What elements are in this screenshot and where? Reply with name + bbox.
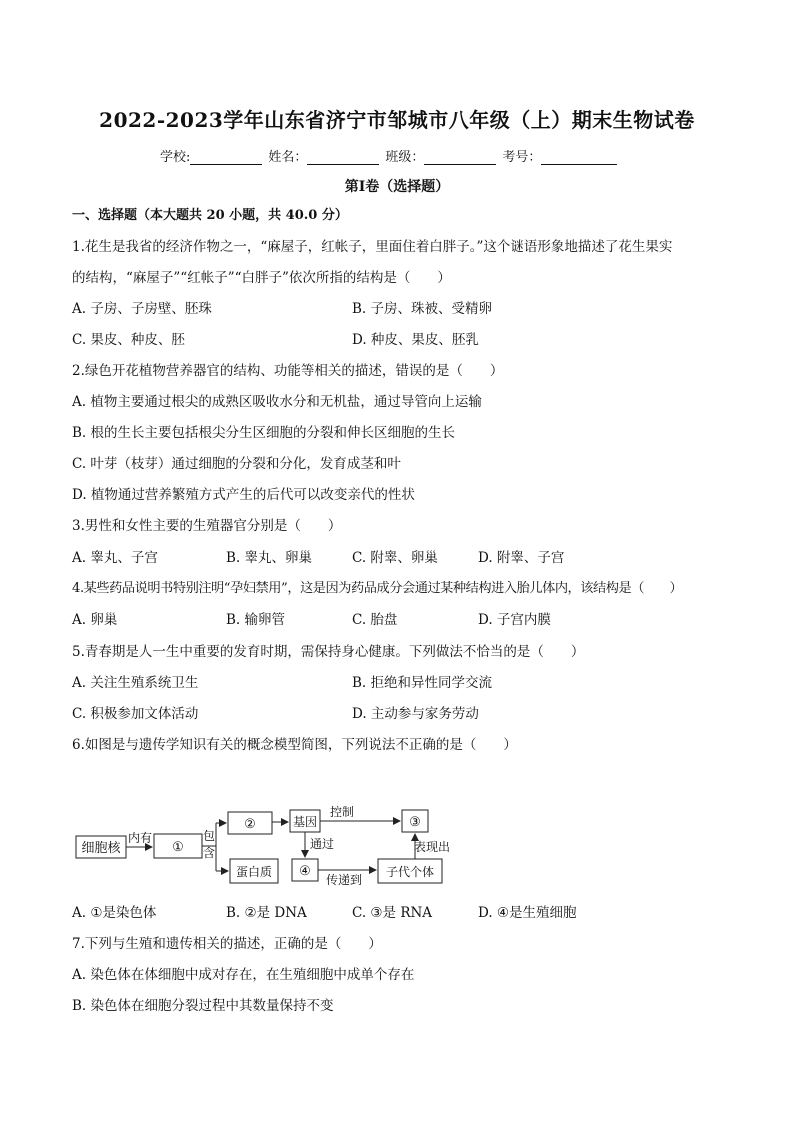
gene-label: 基因 [292, 815, 318, 829]
q5-option-d[interactable]: D. 主动参与家务劳动 [352, 706, 479, 722]
contains1-label: 内有 [128, 831, 153, 845]
q1-option-d[interactable]: D. 种皮、果皮、胚乳 [352, 332, 479, 348]
q2-option-a[interactable]: A. 植物主要通过根尖的成熟区吸收水分和无机盐，通过导管向上运输 [72, 394, 482, 410]
q4-option-d[interactable]: D. 子宫内膜 [478, 612, 551, 628]
q6-option-d[interactable]: D. ④是生殖细胞 [478, 905, 577, 921]
nucleus-label: 细胞核 [81, 841, 121, 856]
class-label: 班级： [385, 150, 425, 165]
contains2-second: 含 [203, 846, 216, 860]
q2-stem: 2.绿色开花植物营养器官的结构、功能等相关的描述，错误的是（ ） [72, 363, 504, 379]
q1-stem-line1: 1.花生是我省的经济作物之一，“麻屋子，红帐子，里面住着白胖子。”这个谜语形象地描述了花生果实 [72, 239, 673, 255]
q6-option-c[interactable]: C. ③是 RNA [352, 905, 433, 921]
number-blank[interactable] [541, 150, 617, 165]
q2-option-c[interactable]: C. 叶芽（枝芽）通过细胞的分裂和分化，发育成茎和叶 [72, 456, 401, 472]
q3-option-d[interactable]: D. 附睾、子宫 [478, 550, 565, 566]
q3-option-a[interactable]: A. 睾丸、子宫 [72, 550, 158, 566]
genetics-concept-diagram [72, 796, 472, 906]
box-4-label: ④ [299, 864, 311, 879]
offspring-label: 子代个体 [385, 865, 435, 879]
q3-option-c[interactable]: C. 附睾、卵巢 [352, 550, 438, 566]
q1-option-c[interactable]: C. 果皮、种皮、胚 [72, 332, 185, 348]
number-label: 考号： [502, 150, 542, 165]
q7-option-a[interactable]: A. 染色体在体细胞中成对存在，在生殖细胞中成单个存在 [72, 967, 415, 983]
q5-option-b[interactable]: B. 拒绝和异性同学交流 [352, 675, 493, 691]
section-heading: 第I卷（选择题） [344, 179, 450, 195]
name-blank[interactable] [307, 150, 379, 165]
class-blank[interactable] [424, 150, 496, 165]
control-label: 控制 [330, 805, 355, 819]
exam-title: 2022-2023学年山东省济宁市邹城市八年级（上）期末生物试卷 [99, 108, 695, 132]
q4-option-b[interactable]: B. 输卵管 [226, 612, 286, 628]
q2-option-b[interactable]: B. 根的生长主要包括根尖分生区细胞的分裂和伸长区细胞的生长 [72, 425, 456, 441]
q6-option-a[interactable]: A. ①是染色体 [72, 905, 157, 921]
box-2-label: ② [244, 817, 256, 832]
pass-label: 传递到 [326, 873, 363, 887]
q6-stem: 6.如图是与遗传学知识有关的概念模型简图，下列说法不正确的是（ ） [72, 737, 517, 753]
q5-option-a[interactable]: A. 关注生殖系统卫生 [72, 675, 199, 691]
q3-stem: 3.男性和女性主要的生殖器官分别是（ ） [72, 518, 342, 534]
express-label: 表现出 [414, 840, 451, 854]
name-label: 姓名： [268, 150, 308, 165]
school-blank[interactable] [190, 150, 262, 165]
box-1-label: ① [172, 840, 184, 855]
q2-option-d[interactable]: D. 植物通过营养繁殖方式产生的后代可以改变亲代的性状 [72, 487, 415, 503]
q5-option-c[interactable]: C. 积极参加文体活动 [72, 706, 199, 722]
q4-stem: 4.某些药品说明书特别注明“孕妇禁用”，这是因为药品成分会通过某种结构进入胎儿体内，该结构是（ ） [72, 581, 683, 596]
q7-stem: 7.下列与生殖和遗传相关的描述，正确的是（ ） [72, 936, 382, 952]
part-heading: 一、选择题（本大题共 20 小题，共 40.0 分） [72, 208, 348, 223]
contains2-first: 包 [203, 829, 216, 843]
q7-option-b[interactable]: B. 染色体在细胞分裂过程中其数量保持不变 [72, 998, 334, 1014]
q4-option-c[interactable]: C. 胎盘 [352, 612, 398, 628]
q5-stem: 5.青春期是人一生中重要的发育时期，需保持身心健康。下列做法不恰当的是（ ） [72, 644, 585, 660]
through-label: 通过 [310, 837, 335, 851]
q6-option-b[interactable]: B. ②是 DNA [226, 905, 307, 921]
school-label: 学校: [160, 150, 191, 165]
box-3-label: ③ [409, 815, 421, 830]
protein-label: 蛋白质 [235, 865, 273, 879]
student-info [160, 146, 634, 165]
q1-option-a[interactable]: A. 子房、子房壁、胚珠 [72, 301, 212, 317]
q3-option-b[interactable]: B. 睾丸、卵巢 [226, 550, 313, 566]
q1-stem-line2: 的结构，“麻屋子”“红帐子”“白胖子”依次所指的结构是（ ） [72, 270, 451, 286]
q1-option-b[interactable]: B. 子房、珠被、受精卵 [352, 301, 493, 317]
q4-option-a[interactable]: A. 卵巢 [72, 612, 118, 628]
